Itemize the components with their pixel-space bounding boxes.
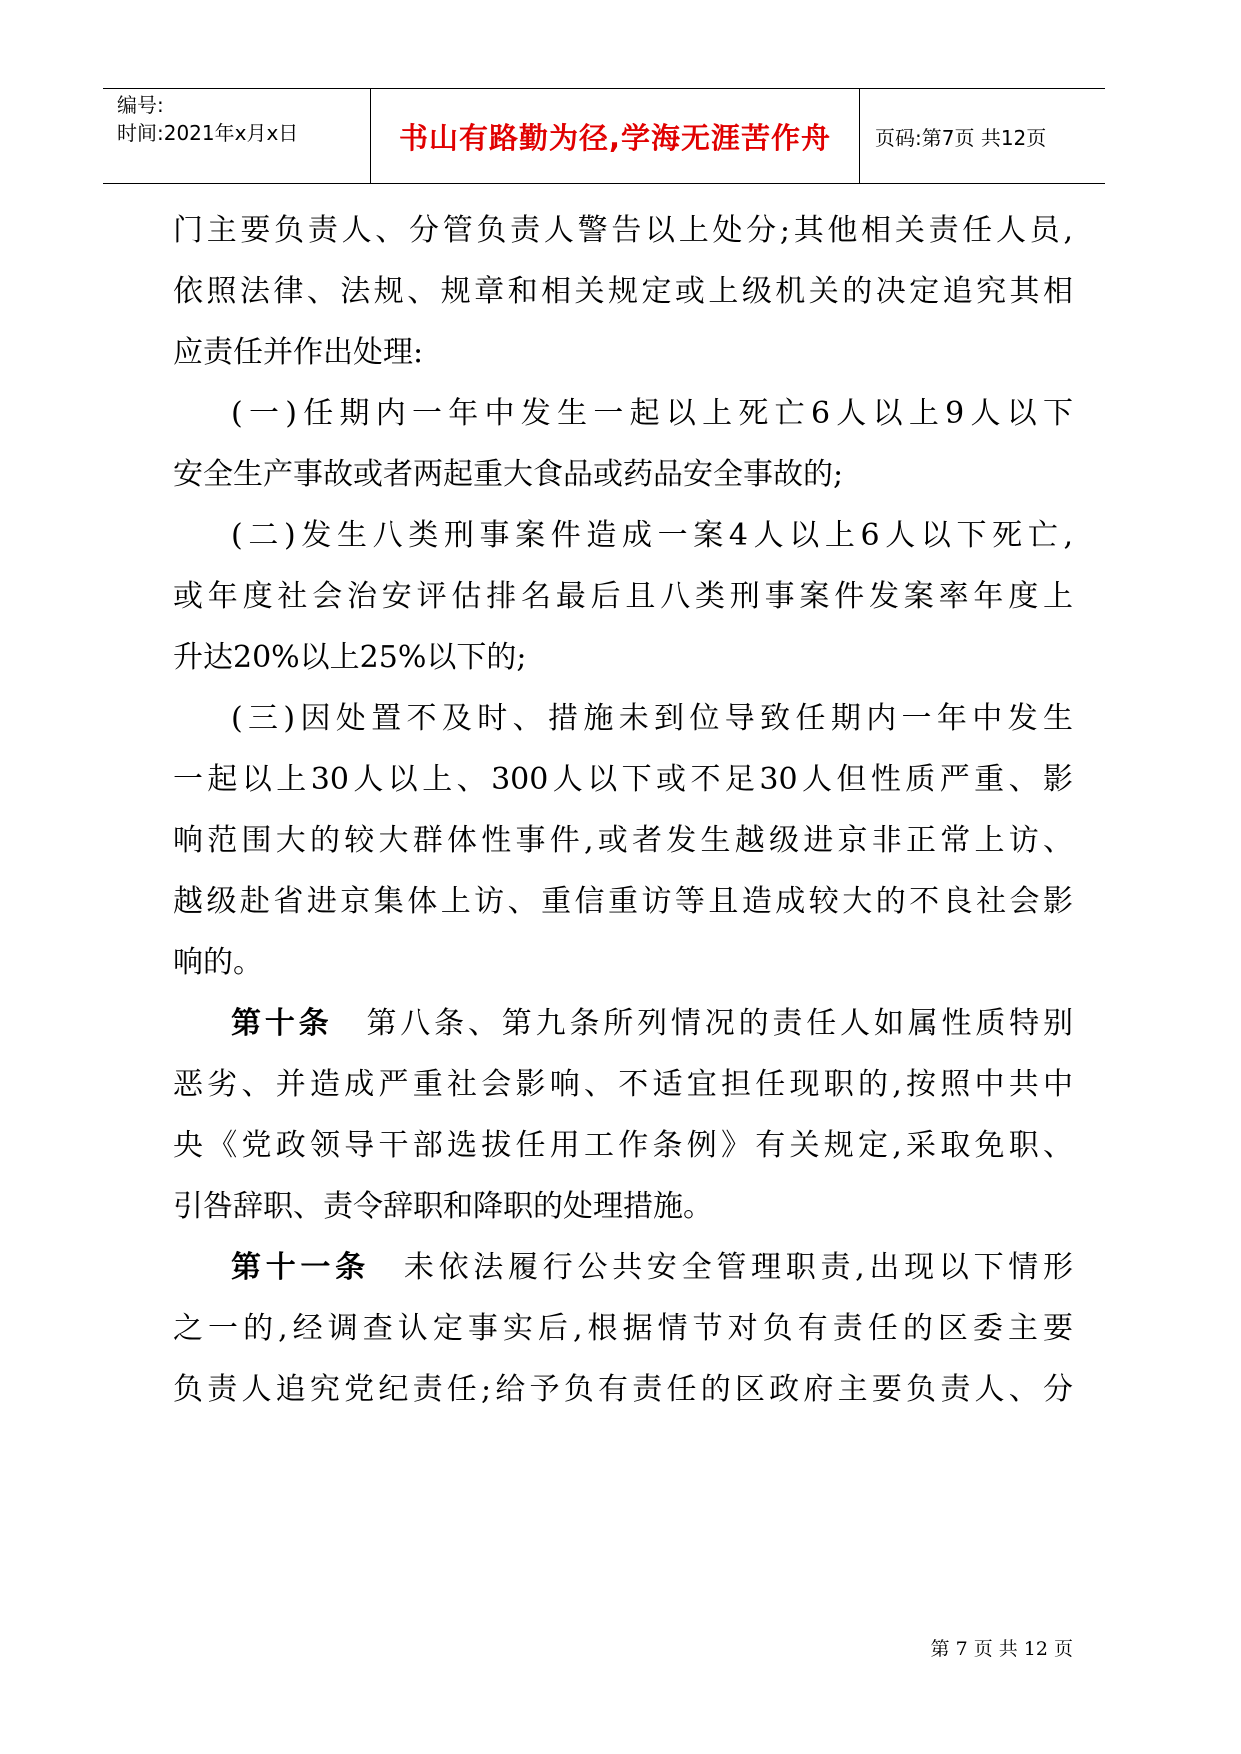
body-line: 或年度社会治安评估排名最后且八类刑事案件发案率年度上 (173, 579, 1073, 614)
page-footer-number: 第 7 页 共 12 页 (930, 1638, 1073, 1660)
body-line: 一起以上30人以上、300人以下或不足30人但性质严重、影 (173, 762, 1073, 797)
header-page-number: 页码:第7页 共12页 (875, 125, 1047, 150)
body-line: (一)任期内一年中发生一起以上死亡6人以上9人以下 (231, 396, 1073, 431)
body-line: 门主要负责人、分管负责人警告以上处分;其他相关责任人员, (173, 213, 1073, 248)
article-11-label: 第十一条 (231, 1250, 370, 1285)
body-line: 安全生产事故或者两起重大食品或药品安全事故的; (173, 457, 844, 492)
body-line: 越级赴省进京集体上访、重信重访等且造成较大的不良社会影 (173, 884, 1073, 919)
article-10-paragraph (231, 1004, 1073, 1044)
body-line: 之一的,经调查认定事实后,根据情节对负有责任的区委主要 (173, 1311, 1073, 1346)
body-line: 第八条、第九条所列情况的责任人如属性质特别 (366, 1006, 1074, 1041)
body-line: 负责人追究党纪责任;给予负有责任的区政府主要负责人、分 (173, 1372, 1073, 1407)
body-line: 响的。 (173, 945, 263, 980)
body-line: 响范围大的较大群体性事件,或者发生越级进京非正常上访、 (173, 823, 1073, 858)
header-motto: 书山有路勤为径,学海无涯苦作舟 (398, 120, 832, 155)
body-line: 引咎辞职、责令辞职和降职的处理措施。 (173, 1189, 713, 1224)
header-motto-cell (371, 89, 860, 183)
body-line: 恶劣、并造成严重社会影响、不适宜担任现职的,按照中共中 (173, 1067, 1073, 1102)
body-line: 央《党政领导干部选拔任用工作条例》有关规定,采取免职、 (173, 1128, 1073, 1163)
header-page-cell (861, 89, 1105, 183)
body-line: 应责任并作出处理: (173, 335, 424, 370)
header-meta-cell (103, 89, 371, 183)
article-10-label: 第十条 (231, 1006, 333, 1041)
page-header (103, 88, 1105, 184)
article-11-paragraph (231, 1248, 1073, 1288)
body-line: 升达20%以上25%以下的; (173, 640, 527, 675)
body-line: 依照法律、法规、规章和相关规定或上级机关的决定追究其相 (173, 274, 1073, 309)
document-time-label: 时间:2021年x月x日 (117, 121, 299, 145)
body-line: (二)发生八类刑事案件造成一案4人以上6人以下死亡, (231, 518, 1073, 553)
body-line: (三)因处置不及时、措施未到位导致任期内一年中发生 (231, 701, 1073, 736)
body-line: 未依法履行公共安全管理职责,出现以下情形 (403, 1250, 1074, 1285)
document-number-label: 编号: (117, 93, 164, 117)
